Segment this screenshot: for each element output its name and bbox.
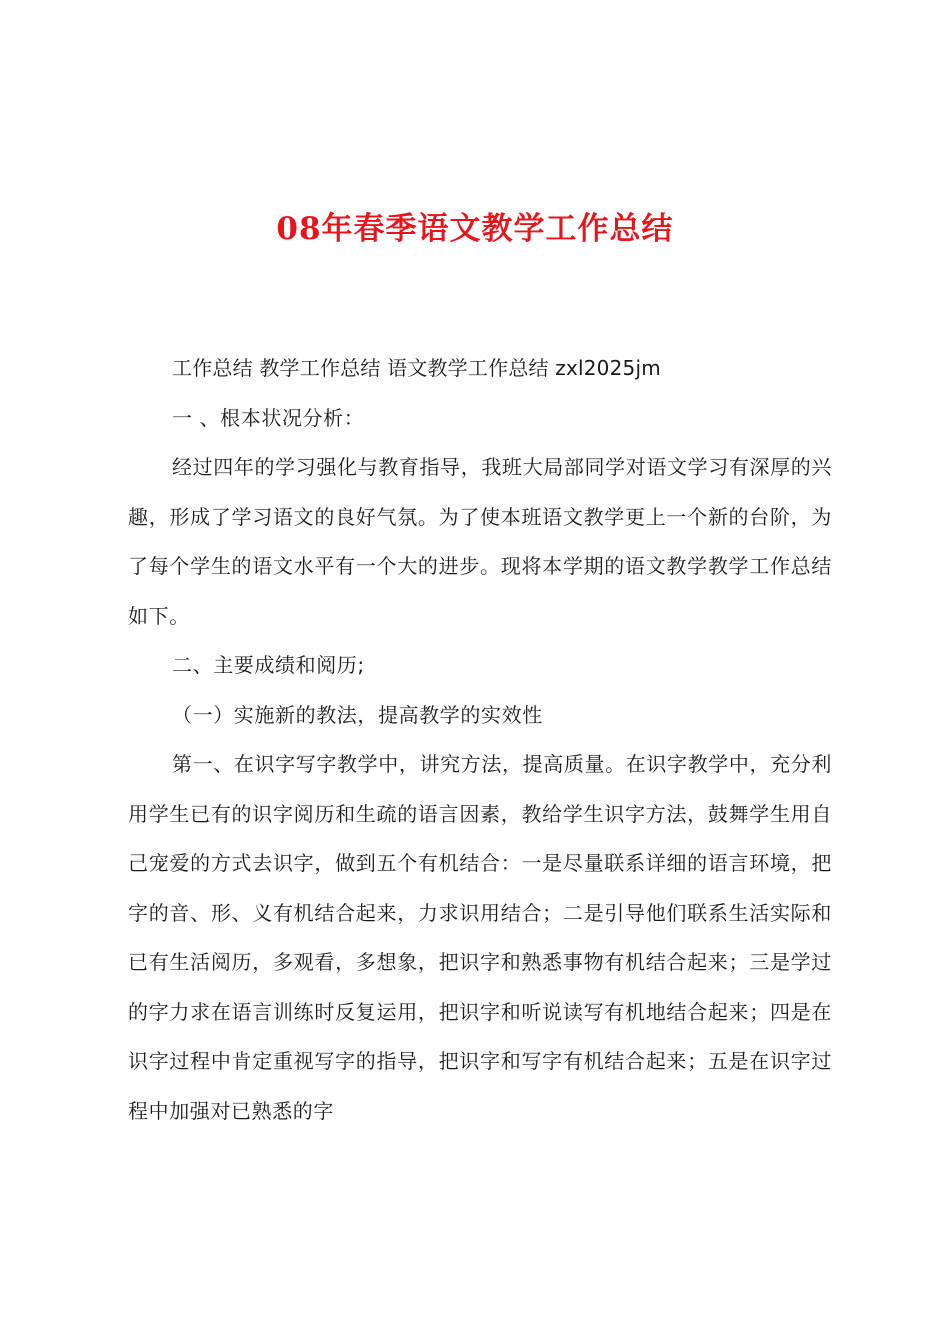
paragraph-subheading-1: （一）实施新的教法，提高教学的实效性 <box>172 702 543 727</box>
paragraph-tags: 工作总结 教学工作总结 语文教学工作总结 zxl2025jm <box>172 356 661 380</box>
paragraph-heading-2: 二、主要成绩和阅历; <box>172 653 365 677</box>
document-title: 08年春季语文教学工作总结 <box>276 210 674 247</box>
document-body <box>128 344 832 1136</box>
paragraph-literacy: 第一、在识字写字教学中，讲究方法，提高质量。在识字教学中，充分利用学生已有的识字阅历和生疏的语言因素，教给学生识字方法，鼓舞学生用自己宠爱的方式去识字，做到五个有机结合：一是尽量联系详细的语言环境，把字的音、形、义有机结合起来，力求识用结合；二是引导他们联系生活实际和已有生活阅历，多观看，多想象，把识字和熟悉事物有机结合起来；三是学过的字力求在语言训练时反复运用，把识字和听说读写有机地结合起来；四是在识字过程中肯定重视写字的指导，把识字和写字有机结合起来；五是在识字过程中加强对已熟悉的字 <box>128 752 832 1123</box>
paragraph-situation: 经过四年的学习强化与教育指导，我班大局部同学对语文学习有深厚的兴趣，形成了学习语文的良好气氛。为了使本班语文教学更上一个新的台阶，为了每个学生的语文水平有一个大的进步。现将本学期的语文教学教学工作总结如下。 <box>128 455 832 628</box>
paragraph-heading-1: 一 、根本状况分析： <box>172 405 365 430</box>
